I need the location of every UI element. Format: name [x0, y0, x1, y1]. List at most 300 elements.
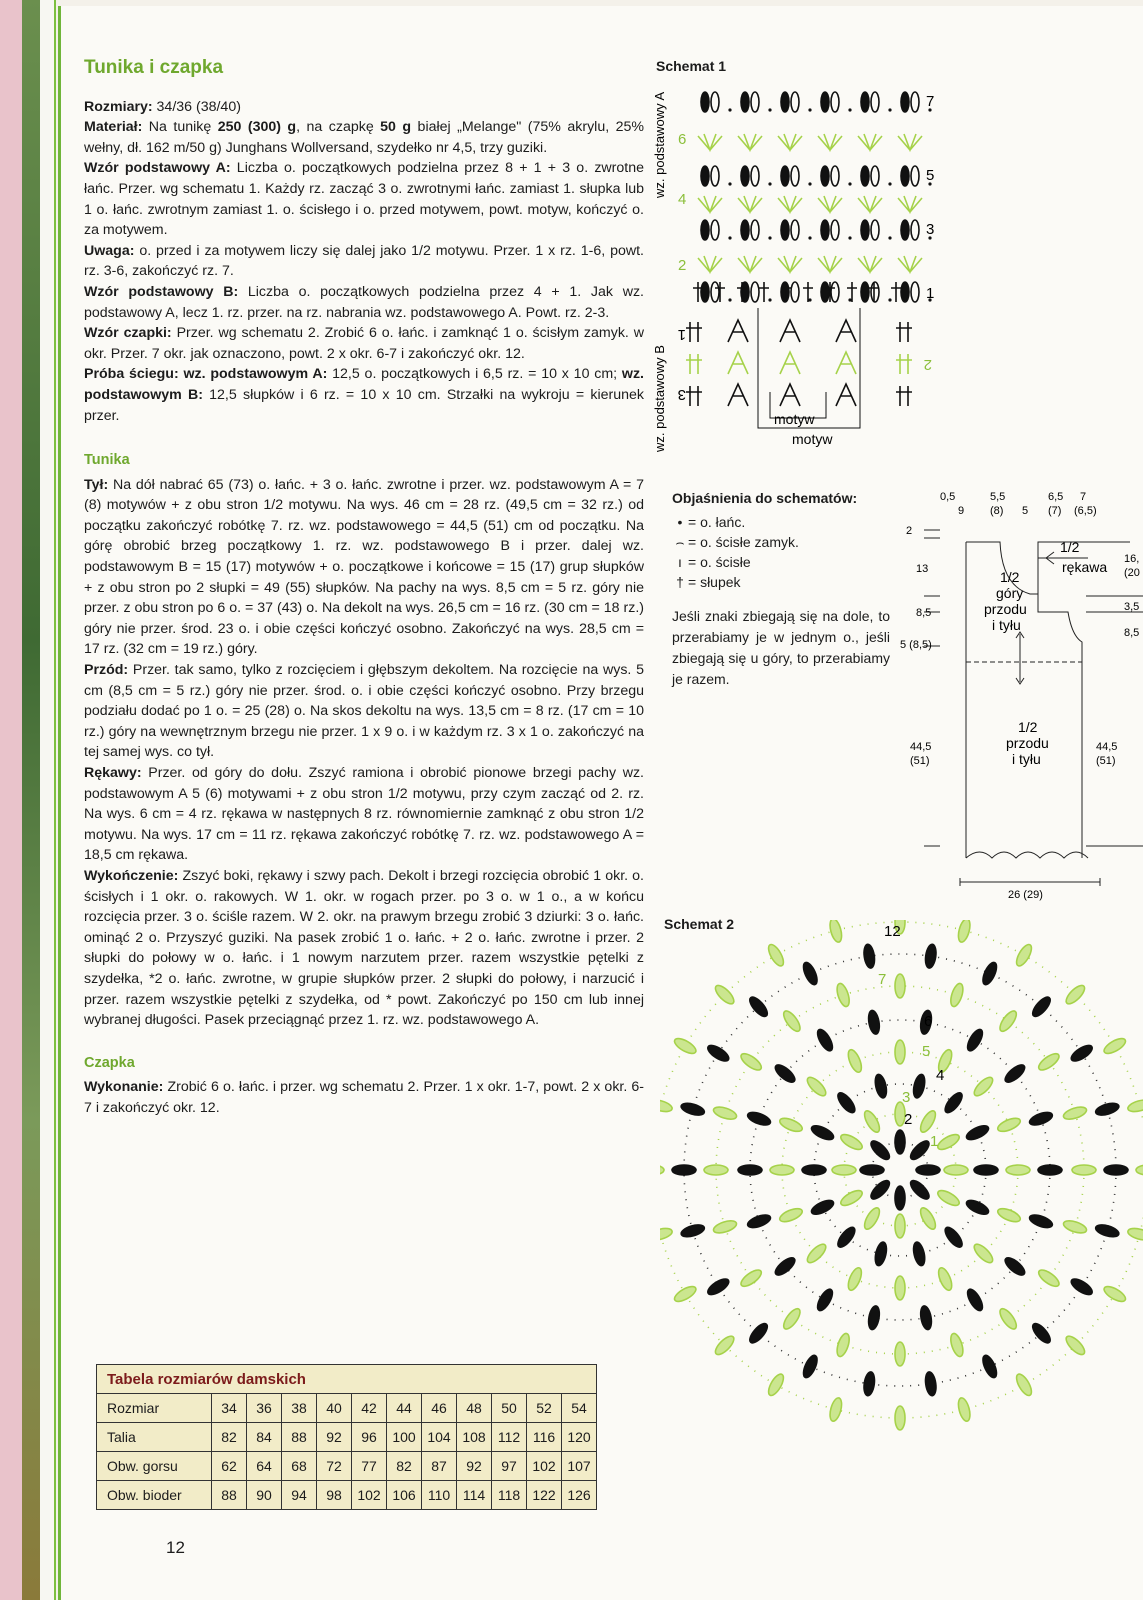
stitch-mark: [828, 1397, 844, 1423]
stitch-mark: [908, 1138, 932, 1162]
stitch-mark: [741, 220, 749, 240]
legend-note: Jeśli znaki zbiegają się na dole, to przerabiamy je w jednym o., jeśli zbiegają się u góry, to przerabiamy je razem.: [672, 608, 890, 687]
chain-dot: [768, 108, 771, 111]
stitch-mark: [781, 166, 789, 186]
stitch-mark: [821, 92, 829, 112]
chain-dot: [808, 298, 811, 301]
stitch-mark: [871, 92, 879, 112]
stitch-mark: [660, 1098, 673, 1114]
row-label-3: 3: [926, 221, 935, 238]
stitch-mark: [821, 220, 829, 240]
stitch-mark: [672, 1165, 696, 1175]
stitch-mark: [781, 282, 789, 302]
stitch-mark: [1063, 1333, 1087, 1357]
table-row: Rozmiar 34 36 38 40 42 44 46 48 50 52 54: [97, 1394, 597, 1423]
stitch-mark: [871, 220, 879, 240]
stitch-mark: [780, 320, 800, 342]
chain-stitch-icon: •: [677, 514, 683, 530]
stitch-mark: [948, 1332, 965, 1358]
stitch-mark: [741, 92, 749, 112]
svg-text:9: 9: [958, 505, 965, 517]
stitch-mark: [1062, 1105, 1088, 1122]
round-label-4: 4: [936, 1067, 945, 1084]
stitch-mark: [738, 1051, 763, 1073]
instructions-column: [84, 58, 644, 1119]
stitch-mark: [1028, 1213, 1054, 1231]
stitch-mark: [835, 982, 852, 1008]
stitch-mark: [1014, 942, 1035, 968]
stitch-mark: [873, 1241, 888, 1267]
stitch-mark: [942, 1090, 965, 1115]
chain-dot: [848, 298, 851, 301]
svg-text:1/2: 1/2: [1000, 569, 1020, 585]
stitch-mark: [781, 92, 789, 112]
stitch-mark: [694, 386, 702, 406]
stitch-mark: [778, 256, 802, 272]
round-label-2: 2: [904, 1111, 913, 1128]
svg-text:44,5: 44,5: [1096, 741, 1118, 753]
chain-dot: [808, 108, 811, 111]
stitch-mark: [895, 974, 905, 998]
section-czapka: Wykonanie: Zrobić 6 o. łańc. i przer. wg schematu 2. Przer. 1 x okr. 1-7, powt. 2 x okr. 6-7 i zakończyć okr. 12.: [84, 1079, 644, 1116]
stitch-mark: [1006, 1165, 1030, 1175]
stitch-mark: [711, 166, 719, 186]
stitch-mark: [858, 134, 882, 150]
stitch-mark: [747, 994, 770, 1019]
stitch-mark: [738, 196, 762, 212]
chain-dot: [848, 182, 851, 185]
stitch-mark: [1014, 1372, 1035, 1398]
stitch-mark: [738, 1165, 762, 1175]
stitch-mark: [944, 1165, 968, 1175]
round-label-12: 12: [884, 923, 901, 940]
schemat1-label: Schemat 1: [656, 58, 727, 74]
stitch-mark: [694, 322, 702, 342]
stitch-mark: [1036, 1267, 1061, 1289]
row-label-5: 5: [926, 167, 935, 184]
stitch-mark: [846, 1266, 864, 1292]
stitch-mark: [831, 282, 839, 302]
motyw-outer-label: motyw: [792, 431, 833, 447]
stitch-mark: [751, 166, 759, 186]
stitch-mark: [858, 256, 882, 272]
legend-title: Objaśnienia do schematów:: [672, 490, 858, 506]
stitch-mark: [965, 1027, 986, 1053]
stitch-mark: [686, 322, 694, 342]
stitch-mark: [821, 166, 829, 186]
stitch-mark: [728, 320, 748, 342]
table-row: Obw. bioder 88 90 94 98 102 106 110 114 118 122 126: [97, 1481, 597, 1510]
legend: [672, 488, 890, 690]
stitch-mark: [810, 1198, 836, 1217]
stitch-mark: [1094, 1223, 1120, 1239]
svg-text:(8): (8): [990, 505, 1004, 517]
stitch-mark: [839, 1188, 865, 1209]
stitch-mark: [778, 134, 802, 150]
stitch-mark: [711, 282, 719, 302]
stitch-mark: [766, 1372, 787, 1398]
stitch-mark: [871, 282, 879, 302]
row-label-b2: 2: [923, 356, 932, 373]
stitch-mark: [711, 220, 719, 240]
legend-item: ⌢ = o. ścisłe zamyk.: [672, 532, 890, 552]
stitch-mark: [672, 1036, 698, 1057]
stitch-mark: [781, 1008, 803, 1033]
side-label-a: wz. podstawowy A: [652, 91, 667, 198]
stitch-mark: [712, 1218, 738, 1235]
stitch-mark: [911, 220, 919, 240]
stitch-mark: [904, 354, 912, 374]
svg-text:rękawa: rękawa: [1062, 559, 1108, 575]
page-title: Tunika i czapka: [84, 57, 224, 78]
stitch-mark: [916, 1165, 940, 1175]
stitch-mark: [996, 1116, 1022, 1134]
stitch-mark: [832, 1165, 856, 1175]
stitch-mark: [898, 256, 922, 272]
stitch-mark: [965, 1287, 986, 1313]
stitch-mark: [766, 942, 787, 968]
stitch-mark: [660, 1226, 673, 1242]
round-label-7: 7: [878, 971, 887, 988]
stitch-mark: [831, 166, 839, 186]
svg-text:(51): (51): [1096, 755, 1116, 767]
stitch-mark: [895, 1342, 905, 1366]
chain-dot: [768, 182, 771, 185]
chain-dot: [848, 236, 851, 239]
stitch-mark: [698, 134, 722, 150]
stitch-mark: [836, 320, 856, 342]
single-crochet-icon: ı: [678, 554, 682, 570]
stitch-mark: [759, 282, 769, 302]
stitch-mark: [871, 166, 879, 186]
round-label-6: 6: [924, 1013, 933, 1030]
svg-text:8,5: 8,5: [1124, 627, 1140, 639]
stitch-mark: [781, 1306, 803, 1331]
stitch-mark: [898, 134, 922, 150]
stitch-mark: [835, 1225, 858, 1250]
svg-text:0,5: 0,5: [940, 491, 956, 503]
stitch-mark: [805, 1241, 829, 1265]
svg-text:26 (29): 26 (29): [1008, 889, 1043, 901]
stitch-mark: [747, 1321, 770, 1346]
stitch-mark: [698, 256, 722, 272]
chain-dot: [768, 236, 771, 239]
row-label-2: 2: [678, 257, 687, 274]
stitch-mark: [862, 1206, 883, 1232]
stitch-mark: [1136, 1165, 1143, 1175]
chain-dot: [888, 182, 891, 185]
svg-text:przodu: przodu: [1006, 735, 1049, 751]
stitch-mark: [918, 1206, 939, 1232]
stitch-mark: [971, 1075, 995, 1099]
motyw-inner-label: motyw: [774, 411, 815, 427]
stitch-mark: [965, 1123, 991, 1142]
stitch-mark: [836, 352, 856, 374]
stitch-mark: [778, 196, 802, 212]
stitch-mark: [672, 1284, 698, 1305]
legend-item: • = o. łańc.: [672, 512, 890, 532]
stitch-mark: [1127, 1098, 1143, 1114]
row-label-4: 4: [678, 191, 687, 208]
stitch-mark: [1030, 1321, 1053, 1346]
stitch-mark: [694, 354, 702, 374]
svg-text:i tyłu: i tyłu: [1012, 751, 1041, 767]
stitch-mark: [867, 1305, 881, 1330]
stitch-mark: [860, 1165, 884, 1175]
chain-dot: [888, 236, 891, 239]
table-row: Obw. gorsu 62 64 68 72 77 82 87 92 97 102 107: [97, 1452, 597, 1481]
slip-stitch-icon: ⌢: [675, 534, 685, 550]
stitch-mark: [728, 384, 748, 406]
stitch-mark: [1094, 1101, 1120, 1117]
stitch-mark: [698, 196, 722, 212]
stitch-mark: [751, 220, 759, 240]
stitch-mark: [801, 961, 820, 987]
stitch-mark: [715, 282, 725, 302]
stitch-mark: [815, 1027, 836, 1053]
stitch-mark: [713, 983, 737, 1007]
section-tunika: Tył: Na dół nabrać 65 (73) o. łańc. + 3 o. łańc. zwrotne i przer. wz. podstawowym A = 7 (8) motywów + z obu stron 1/2 motywu. Na wys. 46 cm = 28 rz. (49,5 cm = 32 rz.) od początku zakończyć robótkę 7. rz. wz. podstawowego = 44,5 (51) cm od początku. Na górę obrobić brzeg początkowy 1. rz. wz. podstawowego B i przer. dalej wz. podstawowym B = 15 (17) motywów + o. początkowe i końcowe = 15 (17) grup słupków + z obu stron po 2 słupki = 49 (55) słupków. Na pachy na wys. 8,5 cm = 5 rz. góry nie przer. z obu stron po 6 o. = 37 (43) o. Na dekolt na wys. 26,5 cm = 16 rz. (30 cm = 18 rz.) góry nie przer. środ. 23 o. i obie części kończyć osobno. Zakończyć na wys. 28,5 cm = 17 rz. (32 cm = 19 rz.) góry. Przód: Przer. tak samo, tylko z rozcięciem i głębszym dekoltem. Na rozcięcie na wys. 5 cm (8,5 cm = 5 rz.) góry nie przer. środ. o. i obie części kończyć osobno. Przy brzegu podziału dodać po 1 o. = 25 (28) o. Na skos dekoltu na wys. 13,5 cm = 8 rz. (17 cm = 10 rz.) góry na wewnętrznym brzegu nie przer. 1 x 9 o. i w każdym rz. 3 x 1 o. zakończyć na tej samej wys. co tył. Rękawy: Przer. od góry do dołu. Zszyć ramiona i obrobić pionowe brzegi pachy wz. podstawowym A 5 (6) motywami + z obu stron 1/2 motywu, przy czym zacząć od 2. rz. Na wys. 6 cm = 4 rz. rękawa w następnych 8 rz. równomiernie zamknąć z obu stron 1/2 motywu. Na wys. 17 cm = 11 rz. rękawa zakończyć robótkę 7. rz. wz. podstawowego A = 18,5 cm rękawa. Wykończenie: Zszyć boki, rękawy i szwy pach. Dekolt i brzegi rozcięcia obrobić 1 okr. o. ścisłych i 1 okr. o. rakowych. W 1. okr. w rogach przer. po 3 o. w 1 o., a w końcu rozcięcia przer. 3 o. ściśle razem. W 2. okr. na prawym brzegu zrobić 3 dziurki: 3 o. łańc. ominąć 2 o. Przyszyć guziki. Na pasek zrobić 1 o. łańc. + 2 o. łańc. zwrotne i przer. 2 słupki do połowy w o. łańc. i 1 nowym narzutem przer. razem wszystkie pętelki z szydełka, *2 o. łańc. zwrotne, w grupie słupków przer. 2 słupki do połowy, i narzucić i przer. razem wszystkie pętelki z szydełka, od * powt. Zakończyć po 150 cm lub innej wybranej długości. Pasek przeciągnąć przez 1. rz. wz. podstawowego A.: [84, 476, 644, 1029]
stitch-mark: [1069, 1043, 1095, 1064]
stitch-mark: [898, 196, 922, 212]
stitch-mark: [770, 1165, 794, 1175]
svg-text:2: 2: [906, 525, 913, 537]
svg-text:16,: 16,: [1124, 553, 1140, 565]
stitch-mark: [895, 1186, 905, 1210]
stitch-mark: [996, 1206, 1022, 1224]
stitch-mark: [997, 1008, 1019, 1033]
stitch-mark: [895, 1130, 905, 1154]
stitch-mark: [997, 1306, 1019, 1331]
stitch-mark: [738, 1267, 763, 1289]
stitch-mark: [901, 166, 909, 186]
chain-dot: [808, 236, 811, 239]
stitch-mark: [1030, 994, 1053, 1019]
stitch-mark: [1063, 983, 1087, 1007]
stitch-mark: [896, 354, 904, 374]
stitch-mark: [701, 166, 709, 186]
table-row: Talia 82 84 88 92 96 100 104 108 112 116 120: [97, 1423, 597, 1452]
stitch-mark: [868, 1138, 892, 1162]
stitch-mark: [980, 1353, 999, 1379]
stitch-mark: [686, 354, 694, 374]
stitch-mark: [1102, 1284, 1128, 1305]
svg-text:(6,5): (6,5): [1074, 505, 1097, 517]
stitch-mark: [873, 1073, 888, 1099]
stitch-mark: [803, 282, 813, 302]
stitch-mark: [836, 384, 856, 406]
stitch-mark: [810, 1123, 836, 1142]
stitch-mark: [711, 92, 719, 112]
stitch-mark: [773, 1255, 798, 1278]
round-label-5: 5: [922, 1043, 931, 1060]
stitch-mark: [847, 282, 857, 302]
stitch-mark: [839, 1132, 865, 1153]
round-label-3: 3: [902, 1089, 911, 1106]
page-edge-pink: [0, 0, 22, 1600]
stitch-mark: [815, 1287, 836, 1313]
size-table-title: Tabela rozmiarów damskich: [97, 1365, 597, 1394]
stitch-mark: [904, 386, 912, 406]
schemat1-chart: [650, 80, 960, 460]
stitch-mark: [660, 1165, 664, 1175]
stitch-mark: [780, 384, 800, 406]
chain-dot: [768, 298, 771, 301]
stitch-mark: [1062, 1218, 1088, 1235]
stitch-mark: [781, 220, 789, 240]
stitch-mark: [805, 1075, 829, 1099]
svg-text:góry: góry: [996, 585, 1024, 601]
stitch-mark: [895, 1214, 905, 1238]
row-label-1: 1: [926, 285, 935, 302]
stitch-mark: [705, 1043, 731, 1064]
stitch-mark: [862, 1109, 883, 1135]
schemat2-label: Schemat 2: [664, 916, 735, 932]
stitch-mark: [861, 282, 869, 302]
stitch-mark: [858, 196, 882, 212]
chain-dot: [728, 236, 731, 239]
stitch-mark: [751, 282, 759, 302]
legend-item: † = słupek: [672, 572, 890, 592]
page-edge-white: [40, 0, 56, 1600]
schemat2-chart: [660, 920, 1143, 1440]
stitch-mark: [728, 352, 748, 374]
stitch-mark: [908, 1178, 932, 1202]
stitch-mark: [802, 1165, 826, 1175]
size-table: [96, 1364, 597, 1510]
stitch-mark: [791, 282, 799, 302]
side-label-b: wz. podstawowy B: [652, 345, 667, 452]
stitch-mark: [680, 1101, 706, 1117]
stitch-mark: [701, 92, 709, 112]
stitch-mark: [919, 1305, 933, 1330]
svg-text:5 (8,5): 5 (8,5): [900, 639, 932, 651]
stitch-mark: [780, 352, 800, 374]
stitch-mark: [912, 1073, 927, 1099]
row-label-b3: 3: [677, 386, 686, 403]
row-label-7: 7: [926, 93, 935, 110]
double-crochet-icon: †: [676, 574, 684, 590]
stitch-mark: [746, 1110, 772, 1128]
stitch-mark: [868, 1178, 892, 1202]
svg-text:(7): (7): [1048, 505, 1062, 517]
stitch-mark: [704, 1165, 728, 1175]
svg-text:przodu: przodu: [984, 601, 1027, 617]
stitch-mark: [686, 386, 694, 406]
svg-text:8,5: 8,5: [916, 607, 932, 619]
stitch-mark: [901, 92, 909, 112]
stitch-mark: [901, 282, 909, 302]
stitch-mark: [791, 166, 799, 186]
stitch-mark: [773, 1062, 798, 1085]
stitch-mark: [746, 1213, 772, 1231]
stitch-mark: [818, 196, 842, 212]
stitch-mark: [956, 920, 972, 943]
svg-text:1/2: 1/2: [1060, 539, 1080, 555]
stitch-mark: [705, 1276, 731, 1297]
chain-dot: [728, 298, 731, 301]
stitch-mark: [701, 282, 709, 302]
stitch-mark: [895, 1276, 905, 1300]
stitch-mark: [751, 92, 759, 112]
page-number: 12: [166, 1538, 185, 1557]
svg-text:6,5: 6,5: [1048, 491, 1064, 503]
svg-text:13: 13: [916, 563, 929, 575]
svg-text:1/2: 1/2: [1018, 719, 1038, 735]
stitch-mark: [1038, 1165, 1062, 1175]
stitch-mark: [1036, 1051, 1061, 1073]
stitch-mark: [778, 1116, 804, 1134]
stitch-mark: [974, 1165, 998, 1175]
stitch-mark: [911, 282, 919, 302]
stitch-mark: [831, 92, 839, 112]
stitch-mark: [791, 220, 799, 240]
stitch-mark: [896, 386, 904, 406]
pattern-schematic: [900, 486, 1143, 906]
stitch-mark: [818, 256, 842, 272]
stitch-mark: [738, 256, 762, 272]
stitch-mark: [818, 134, 842, 150]
svg-text:7: 7: [1080, 491, 1087, 503]
row-label-6: 6: [678, 131, 687, 148]
section-heading-czapka: Czapka: [84, 1054, 135, 1071]
section-heading-tunika: Tunika: [84, 452, 130, 469]
stitch-mark: [791, 92, 799, 112]
stitch-mark: [821, 282, 829, 302]
stitch-mark: [801, 1353, 820, 1379]
stitch-mark: [1102, 1036, 1128, 1057]
stitch-mark: [956, 1397, 972, 1423]
stitch-mark: [1003, 1255, 1028, 1278]
stitch-mark: [911, 92, 919, 112]
svg-text:3,5: 3,5: [1124, 601, 1140, 613]
stitch-mark: [1127, 1226, 1143, 1242]
stitch-mark: [861, 166, 869, 186]
stitch-mark: [680, 1223, 706, 1239]
stitch-mark: [912, 1241, 927, 1267]
svg-text:(51): (51): [910, 755, 930, 767]
stitch-mark: [1069, 1276, 1095, 1297]
stitch-mark: [835, 1332, 852, 1358]
stitch-mark: [911, 166, 919, 186]
stitch-mark: [712, 1105, 738, 1122]
stitch-mark: [965, 1198, 991, 1217]
stitch-mark: [831, 220, 839, 240]
intro-block: Rozmiary: 34/36 (38/40) Materiał: Na tunikę 250 (300) g, na czapkę 50 g białej „Melange" (75% akrylu, 25% wełny, dł. 162 m/50 g) Junghans Wollversand, szydełko nr 4,5, trzy guziki. Wzór podstawowy A: Liczba o. początkowych podzielna przez 8 + 1 + 3 o. zwrotne łańc. Przer. wg schematu 1. Każdy rz. zacząć 3 o. zwrotnymi łańc. zamiast 1. słupka lub 1 o. łańc. zwrotnym zamiast 1. o. ścisłego i o. przed motywem, powt. motyw, kończyć o. za motywem. Uwaga: o. przed i za motywem liczy się dalej jako 1/2 motywu. Przer. 1 x rz. 1-6, powt. rz. 3-6, zakończyć rz. 7. Wzór podstawowy B: Liczba o. początkowych podzielna przez 4 + 1. Jak wz. podstawowy A, lecz 1. rz. przer. na rz. nabrania wz. podstawowego A. Powt. rz. 2-3. Wzór czapki: Przer. wg schematu 2. Zrobić 6 o. łańc. i zamknąć 1 o. ścisłym zamyk. w okr. Przer. 7 okr. jak oznaczono, powt. 2 x okr. 6-7 i zakończyć okr. 12. Próba ściegu: wz. podstawowym A: 12,5 o. początkowych i 6,5 rz. = 10 x 10 cm; wz. podstawowym B: 12,5 słupków i 6 rz. = 10 x 10 cm. Strzałki na wykroju = kierunek przer.: [84, 98, 645, 424]
svg-text:44,5: 44,5: [910, 741, 932, 753]
stitch-mark: [980, 961, 999, 987]
svg-text:(20: (20: [1124, 567, 1140, 579]
motyw-bracket-outer: [758, 308, 860, 428]
stitch-mark: [741, 166, 749, 186]
stitch-mark: [846, 1048, 864, 1074]
stitch-mark: [701, 220, 709, 240]
svg-text:5,5: 5,5: [990, 491, 1006, 503]
stitch-mark: [1104, 1165, 1128, 1175]
svg-text:i tyłu: i tyłu: [992, 617, 1021, 633]
stitch-mark: [924, 944, 937, 969]
stitch-mark: [778, 1206, 804, 1224]
stitch-mark: [948, 982, 965, 1008]
stitch-mark: [936, 1132, 962, 1153]
legend-item: ı = o. ścisłe: [672, 552, 890, 572]
stitch-mark: [713, 1333, 737, 1357]
stitch-mark: [1003, 1062, 1028, 1085]
row-label-b1: 1: [677, 326, 686, 343]
chain-dot: [888, 108, 891, 111]
stitch-mark: [1072, 1165, 1096, 1175]
chain-dot: [888, 298, 891, 301]
